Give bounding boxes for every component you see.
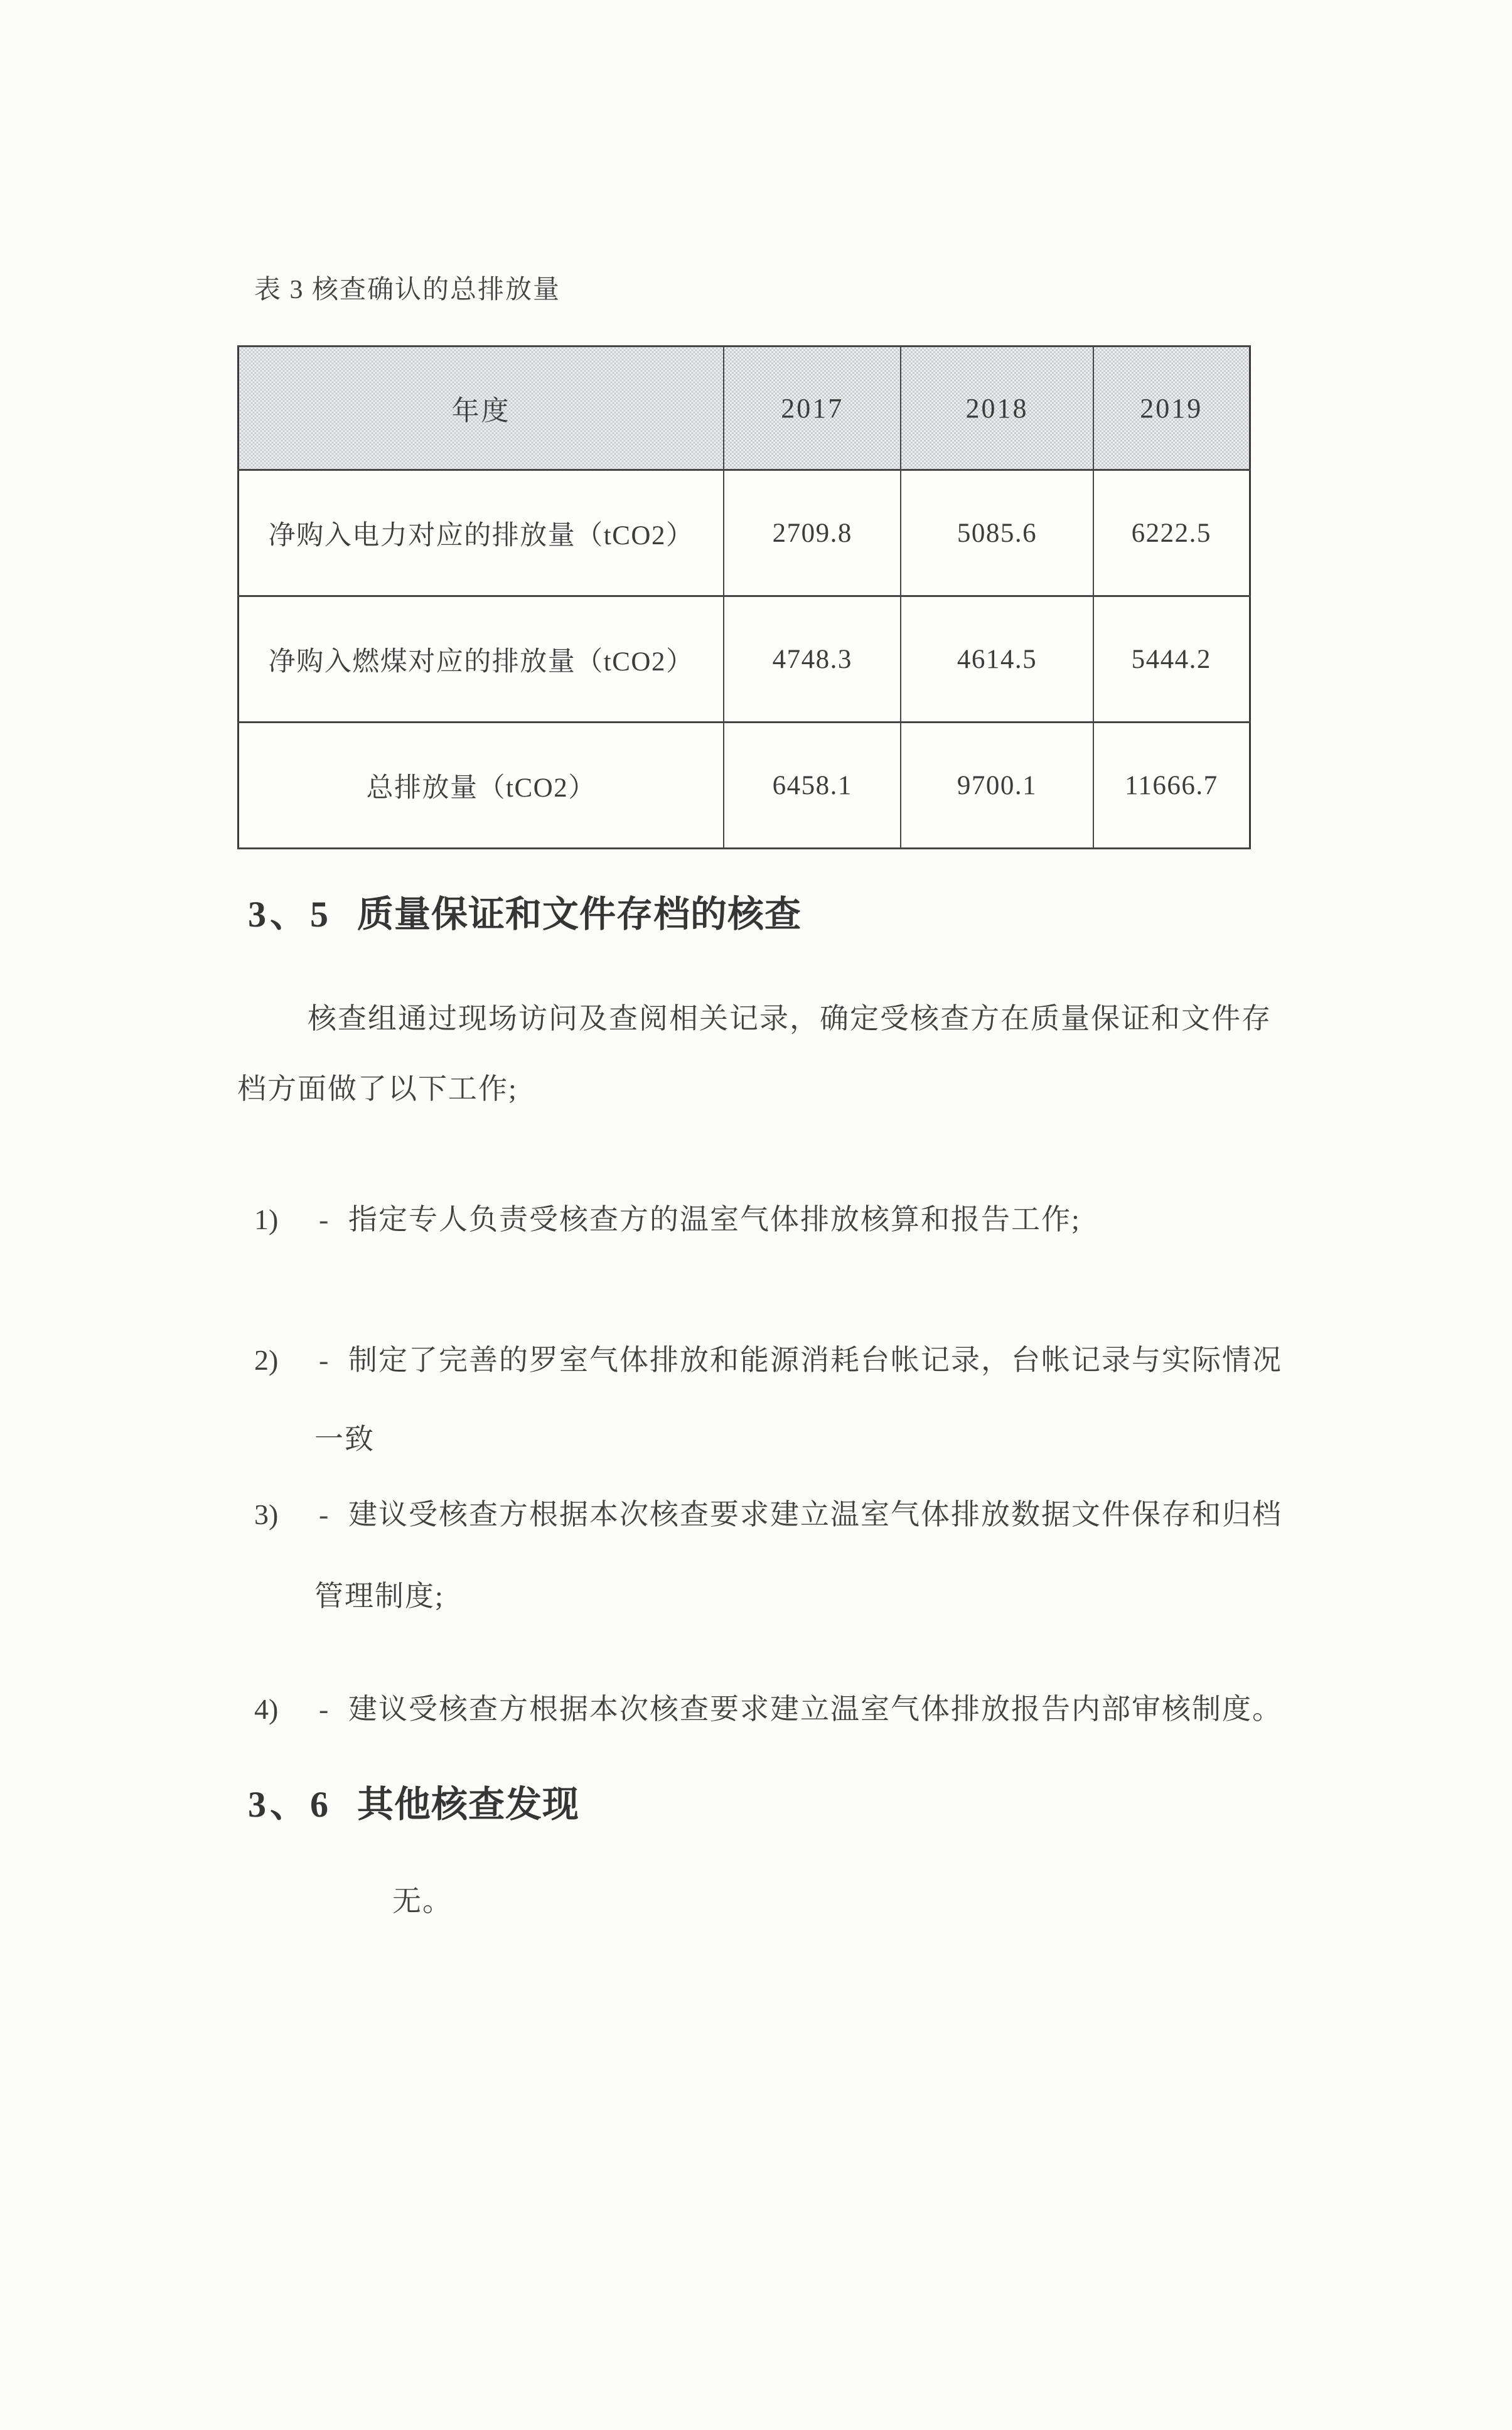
section-number: 3、6	[248, 1784, 333, 1825]
value-cell: 5444.2	[1093, 596, 1250, 723]
section-heading-3-5	[237, 891, 1305, 938]
section-title: 其他核查发现	[357, 1784, 580, 1825]
section-title: 质量保证和文件存档的核查	[357, 894, 802, 935]
scanned-document-page	[0, 274, 1512, 2430]
section-number: 3、5	[248, 894, 333, 935]
list-item-number: 2)	[254, 1344, 279, 1376]
list-item-dash: -	[319, 1693, 329, 1725]
header-cell-year: 年度	[239, 347, 724, 470]
list-item	[237, 1497, 1305, 1614]
table-row	[239, 723, 1250, 849]
list-item-dash: -	[319, 1203, 329, 1235]
row-label-coal: 净购入燃煤对应的排放量（tCO2）	[239, 596, 724, 723]
list-item-text: 建议受核查方根据本次核查要求建立温室气体排放数据文件保存和归档	[348, 1498, 1282, 1530]
list-item-text: 指定专人负责受核查方的温室气体排放核算和报告工作;	[348, 1203, 1081, 1235]
value-cell: 6222.5	[1093, 470, 1250, 596]
table-header-row	[239, 347, 1250, 470]
page-content	[0, 274, 1512, 1919]
list-item-text: 建议受核查方根据本次核查要求建立温室气体排放报告内部审核制度。	[348, 1693, 1282, 1725]
list-item-number: 3)	[254, 1498, 279, 1530]
row-label-total: 总排放量（tCO2）	[239, 723, 724, 849]
list-item-number: 4)	[254, 1693, 279, 1725]
table-caption: 表 3 核查确认的总排放量	[254, 276, 561, 304]
header-cell-2017: 2017	[724, 347, 901, 470]
value-cell: 2709.8	[724, 470, 901, 596]
header-cell-2018: 2018	[901, 347, 1093, 470]
value-cell: 6458.1	[724, 723, 901, 849]
header-cell-2019: 2019	[1093, 347, 1250, 470]
list-item-number: 1)	[254, 1203, 279, 1235]
list-item	[237, 1202, 1305, 1237]
value-cell: 5085.6	[901, 470, 1093, 596]
value-cell: 9700.1	[901, 723, 1093, 849]
list-item-dash: -	[319, 1344, 329, 1376]
list-item-text: 管理制度;	[314, 1580, 444, 1612]
value-cell: 4614.5	[901, 596, 1093, 723]
value-cell: 11666.7	[1093, 723, 1250, 849]
paragraph-line: 核查组通过现场访问及查阅相关记录，确定受核查方在质量保证和文件存	[308, 1003, 1272, 1035]
list-item-text: 制定了完善的罗室气体排放和能源消耗台帐记录，台帐记录与实际情况	[348, 1344, 1282, 1376]
emissions-table	[237, 345, 1251, 849]
paragraph-line: 档方面做了以下工作;	[237, 1073, 518, 1105]
table-row	[239, 596, 1250, 723]
list-item-text: 一致	[314, 1423, 375, 1455]
row-label-electricity: 净购入电力对应的排放量（tCO2）	[239, 470, 724, 596]
list-item-dash: -	[319, 1498, 329, 1530]
none-finding-text: 无。	[392, 1885, 453, 1917]
table-row	[239, 470, 1250, 596]
section-heading-3-6	[237, 1781, 1305, 1829]
value-cell: 4748.3	[724, 596, 901, 723]
list-item	[237, 1692, 1305, 1727]
list-item	[237, 1343, 1305, 1457]
